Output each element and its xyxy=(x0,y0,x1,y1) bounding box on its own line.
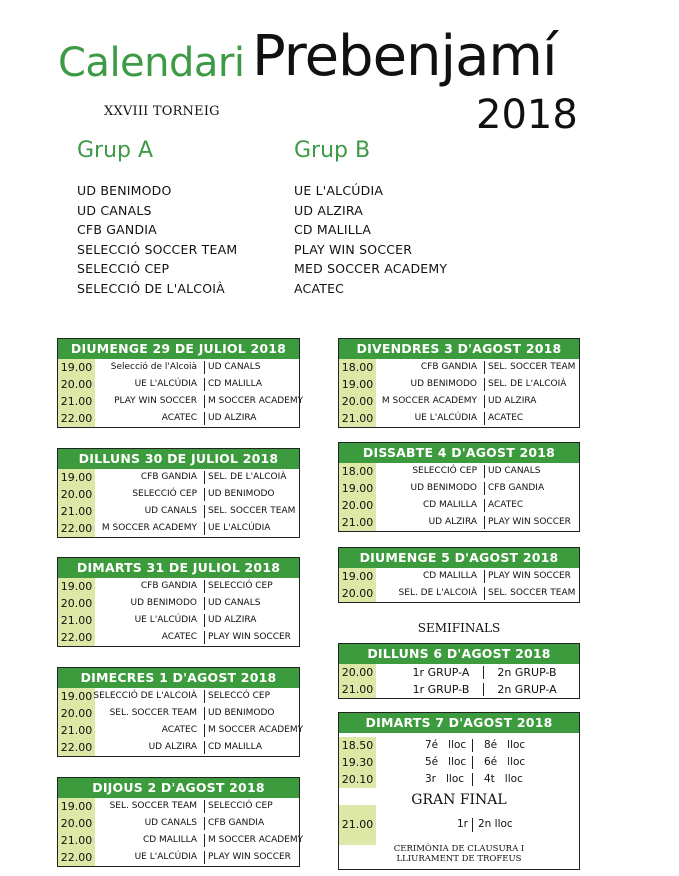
match-home: 1r GRUP-B xyxy=(412,683,470,696)
match-divider xyxy=(472,756,473,769)
match-row xyxy=(58,469,299,486)
match-home: SEL. DE L'ALCOIÀ xyxy=(398,588,477,598)
match-home: UE L'ALCÚDIA xyxy=(134,615,197,625)
day-box-29-jul xyxy=(57,338,304,428)
semifinal-row xyxy=(339,681,579,698)
match-time: 18.00 xyxy=(339,463,376,480)
match-away: UE L'ALCÚDIA xyxy=(208,523,271,533)
day-title: DIVENDRES 3 D'AGOST 2018 xyxy=(339,339,579,359)
match-row xyxy=(339,359,579,376)
match-away: 2n GRUP-B xyxy=(497,666,557,679)
match-away: ACATEC xyxy=(488,413,524,423)
match-divider xyxy=(204,817,205,830)
match-row xyxy=(58,705,299,722)
match-divider xyxy=(484,499,485,512)
group-a-teams xyxy=(77,181,237,298)
gran-final-row xyxy=(339,805,579,845)
match-row xyxy=(58,578,299,595)
match-row xyxy=(58,798,299,815)
match-time: 21.00 xyxy=(58,612,95,629)
match-time: 21.00 xyxy=(58,832,95,849)
match-divider xyxy=(204,505,205,518)
match-divider xyxy=(484,412,485,425)
day-title: DISSABTE 4 D'AGOST 2018 xyxy=(339,443,579,463)
match-home: ACATEC xyxy=(161,413,197,423)
match-away: SEL. DE L'ALCOIÀ xyxy=(208,472,287,482)
match-away: SELECCÓ CEP xyxy=(208,691,271,701)
match-divider xyxy=(204,707,205,720)
match-away: UD BENIMODO xyxy=(208,489,275,499)
match-home: UD BENIMODO xyxy=(410,379,477,389)
match-away: 2n GRUP-A xyxy=(497,683,557,696)
match-divider xyxy=(484,395,485,408)
placing-home: 5é lloc xyxy=(425,756,467,768)
day-box-3-ago xyxy=(338,338,580,428)
match-time: 19.00 xyxy=(58,688,95,705)
group-b-team: CD MALILLA xyxy=(294,222,372,237)
match-away: SEL. SOCCER TEAM xyxy=(488,362,576,372)
match-home: UD BENIMODO xyxy=(410,483,477,493)
match-time: 20.00 xyxy=(339,585,376,602)
match-home: UD CANALS xyxy=(144,818,197,828)
match-home: UD ALZIRA xyxy=(428,517,477,527)
group-b-team: MED SOCCER ACADEMY xyxy=(294,261,448,276)
match-away: PLAY WIN SOCCER xyxy=(208,632,291,642)
match-home: UE L'ALCÚDIA xyxy=(134,852,197,862)
match-row xyxy=(58,688,299,705)
ceremony-line-2: LLIURAMENT DE TROFEUS xyxy=(396,854,522,864)
group-b-team: PLAY WIN SOCCER xyxy=(294,241,413,257)
match-home: CD MALILLA xyxy=(422,571,477,581)
match-home: SELECCIÓ CEP xyxy=(132,489,197,499)
tournament-subtitle: XXVIII TORNEIG xyxy=(104,104,220,119)
day-box-5-ago xyxy=(338,547,580,603)
match-row xyxy=(58,629,299,646)
match-away: PLAY WIN SOCCER xyxy=(488,517,571,527)
match-home: CFB GANDIA xyxy=(420,362,477,372)
match-divider xyxy=(204,580,205,593)
match-home: ACATEC xyxy=(161,725,197,735)
match-away: UD ALZIRA xyxy=(488,396,537,406)
match-divider xyxy=(204,851,205,864)
match-away: SELECCIÓ CEP xyxy=(208,801,273,811)
group-a-team: UD BENIMODO xyxy=(77,183,172,198)
match-time: 20.00 xyxy=(339,393,376,410)
semifinals-date: DILLUNS 6 D'AGOST 2018 xyxy=(339,644,579,664)
match-row xyxy=(339,585,579,602)
match-away: SEL. SOCCER TEAM xyxy=(208,506,296,516)
match-away: PLAY WIN SOCCER xyxy=(208,852,291,862)
match-home: 1r GRUP-A xyxy=(412,666,470,679)
finals-date: DIMARTS 7 D'AGOST 2018 xyxy=(339,713,579,733)
match-row xyxy=(339,393,579,410)
match-home: Selecció de l'Alcoià xyxy=(110,362,197,372)
match-row xyxy=(58,376,299,393)
match-divider xyxy=(204,412,205,425)
match-row xyxy=(58,815,299,832)
match-time: 21.00 xyxy=(58,503,95,520)
match-row xyxy=(58,503,299,520)
match-time: 21.00 xyxy=(339,681,376,698)
group-b-team: ACATEC xyxy=(294,280,345,296)
match-divider xyxy=(484,482,485,495)
match-time: 19.00 xyxy=(339,568,376,585)
match-home: CFB GANDIA xyxy=(140,472,197,482)
match-time: 20.00 xyxy=(58,815,95,832)
group-a-title: Grup A xyxy=(77,138,154,163)
match-home: ACATEC xyxy=(161,632,197,642)
match-divider xyxy=(484,516,485,529)
match-time: 22.00 xyxy=(58,849,95,866)
placing-home: 3r lloc xyxy=(425,773,465,785)
match-time: 19.00 xyxy=(58,359,95,376)
group-a-team: UD CANALS xyxy=(77,202,152,218)
match-time: 18.00 xyxy=(339,359,376,376)
match-divider xyxy=(204,471,205,484)
match-away: M SOCCER ACADEMY xyxy=(208,725,304,735)
match-row xyxy=(58,520,299,537)
match-home: UE L'ALCÚDIA xyxy=(134,379,197,389)
match-row xyxy=(58,739,299,756)
match-home: SEL. SOCCER TEAM xyxy=(109,801,197,811)
day-box-4-ago xyxy=(338,442,580,532)
match-away: M SOCCER ACADEMY xyxy=(208,835,304,845)
placing-away: 6é lloc xyxy=(484,756,526,768)
semifinals-box xyxy=(338,643,580,699)
match-time: 22.00 xyxy=(58,739,95,756)
match-away: CFB GANDIA xyxy=(488,483,545,493)
match-time: 22.00 xyxy=(58,410,95,427)
match-row xyxy=(339,410,579,427)
group-b-team: UD ALZIRA xyxy=(294,202,364,218)
group-b-teams xyxy=(294,181,447,298)
match-divider xyxy=(484,587,485,600)
match-away: ACATEC xyxy=(488,500,524,510)
match-home: PLAY WIN SOCCER xyxy=(114,396,197,406)
match-time: 21.00 xyxy=(58,722,95,739)
day-title: DILLUNS 30 DE JULIOL 2018 xyxy=(58,449,299,469)
match-home: CD MALILLA xyxy=(422,500,477,510)
match-home: M SOCCER ACADEMY xyxy=(381,396,477,406)
match-divider xyxy=(483,683,484,696)
title-year: 2018 xyxy=(476,92,578,138)
match-divider xyxy=(204,800,205,813)
match-row xyxy=(58,722,304,739)
match-away: CFB GANDIA xyxy=(208,818,265,828)
placing-away: 4t lloc xyxy=(484,773,523,785)
match-time: 20.00 xyxy=(58,486,95,503)
match-away: UD ALZIRA xyxy=(208,615,257,625)
match-away: PLAY WIN SOCCER xyxy=(488,571,571,581)
day-title: DIJOUS 2 D'AGOST 2018 xyxy=(58,778,299,798)
match-divider xyxy=(204,395,205,408)
match-divider xyxy=(484,570,485,583)
day-title: DIMARTS 31 DE JULIOL 2018 xyxy=(58,558,299,578)
match-time: 21.00 xyxy=(339,805,376,845)
match-divider xyxy=(484,465,485,478)
match-row xyxy=(339,497,579,514)
match-away: UD CANALS xyxy=(208,598,261,608)
match-divider xyxy=(204,724,205,737)
match-away: SEL. SOCCER TEAM xyxy=(488,588,576,598)
match-divider xyxy=(204,834,205,847)
match-away: UD ALZIRA xyxy=(208,413,257,423)
match-away: M SOCCER ACADEMY xyxy=(208,396,304,406)
match-away: UD BENIMODO xyxy=(208,708,275,718)
finals-box xyxy=(338,712,580,870)
placing-home: 7é lloc xyxy=(425,739,467,751)
match-away: UD CANALS xyxy=(208,362,261,372)
semifinals-label: SEMIFINALS xyxy=(417,621,501,635)
match-time: 20.00 xyxy=(58,705,95,722)
day-box-1-ago xyxy=(57,667,304,757)
match-time: 21.00 xyxy=(339,514,376,531)
match-row xyxy=(58,832,304,849)
match-time: 20.10 xyxy=(339,771,376,788)
ceremony-line-1: CERIMÒNIA DE CLAUSURA I xyxy=(393,844,525,854)
match-row xyxy=(58,595,299,612)
placing-row xyxy=(339,771,579,788)
match-divider xyxy=(204,631,205,644)
day-box-31-jul xyxy=(57,557,300,647)
match-divider xyxy=(204,597,205,610)
match-home: CFB GANDIA xyxy=(140,581,197,591)
day-title: DIMECRES 1 D'AGOST 2018 xyxy=(58,668,299,688)
match-divider xyxy=(204,741,205,754)
match-time: 19.00 xyxy=(58,578,95,595)
match-home: SELECCIÓ DE L'ALCOIÀ xyxy=(93,691,197,701)
match-row xyxy=(58,486,299,503)
day-box-2-ago xyxy=(57,777,304,867)
match-time: 22.00 xyxy=(58,629,95,646)
match-time: 20.00 xyxy=(58,595,95,612)
match-divider xyxy=(204,488,205,501)
match-divider xyxy=(204,378,205,391)
match-home: UD ALZIRA xyxy=(148,742,197,752)
match-time: 20.00 xyxy=(339,664,376,681)
group-b-team: UE L'ALCÚDIA xyxy=(294,183,384,198)
day-title: DIUMENGE 5 D'AGOST 2018 xyxy=(339,548,579,568)
match-row xyxy=(58,410,299,427)
group-b-title: Grup B xyxy=(294,138,371,163)
match-away: SEL. DE L'ALCOIÀ xyxy=(488,379,567,389)
match-home: UE L'ALCÚDIA xyxy=(414,413,477,423)
match-home: UD CANALS xyxy=(144,506,197,516)
match-time: 22.00 xyxy=(58,520,95,537)
match-divider xyxy=(204,690,205,703)
title-prebenjami: Prebenjamí xyxy=(252,24,557,89)
match-row xyxy=(339,568,579,585)
match-divider xyxy=(204,361,205,374)
match-home: SEL. SOCCER TEAM xyxy=(109,708,197,718)
match-time: 20.00 xyxy=(58,376,95,393)
title-calendari: Calendari xyxy=(58,40,245,86)
day-box-30-jul xyxy=(57,448,300,538)
match-time: 21.00 xyxy=(58,393,95,410)
match-divider xyxy=(204,522,205,535)
group-a-team: CFB GANDIA xyxy=(77,222,157,237)
match-divider xyxy=(472,773,473,786)
gran-final-home: 1r xyxy=(457,818,468,830)
match-row xyxy=(339,463,579,480)
match-away: CD MALILLA xyxy=(208,379,263,389)
match-away: SELECCIÓ CEP xyxy=(208,581,273,591)
match-away: CD MALILLA xyxy=(208,742,263,752)
gran-final-label: GRAN FINAL xyxy=(411,792,507,808)
group-a-team: SELECCIÓ SOCCER TEAM xyxy=(77,241,238,257)
match-time: 19.00 xyxy=(339,376,376,393)
match-home: SELECCIÓ CEP xyxy=(412,466,477,476)
match-row xyxy=(58,393,304,410)
match-divider xyxy=(483,666,484,679)
match-time: 19.00 xyxy=(58,798,95,815)
match-divider xyxy=(484,378,485,391)
placing-row xyxy=(339,737,579,754)
semifinal-row xyxy=(339,664,579,681)
match-divider xyxy=(472,739,473,752)
match-divider xyxy=(472,818,473,832)
match-row xyxy=(58,612,299,629)
match-row xyxy=(58,849,299,866)
match-time: 19.30 xyxy=(339,754,376,771)
match-divider xyxy=(204,614,205,627)
match-row xyxy=(58,359,299,376)
match-row xyxy=(339,480,579,497)
match-row xyxy=(339,376,579,393)
match-home: CD MALILLA xyxy=(142,835,197,845)
placing-row xyxy=(339,754,579,771)
match-time: 20.00 xyxy=(339,497,376,514)
match-time: 18.50 xyxy=(339,737,376,754)
match-divider xyxy=(484,361,485,374)
day-title: DIUMENGE 29 DE JULIOL 2018 xyxy=(58,339,299,359)
match-row xyxy=(339,514,579,531)
match-time: 19.00 xyxy=(339,480,376,497)
match-away: UD CANALS xyxy=(488,466,541,476)
group-a-team: SELECCIÓ CEP xyxy=(77,261,170,276)
gran-final-away: 2n lloc xyxy=(478,818,513,830)
match-time: 19.00 xyxy=(58,469,95,486)
placing-away: 8é lloc xyxy=(484,739,526,751)
match-home: M SOCCER ACADEMY xyxy=(101,523,197,533)
group-a-team: SELECCIÓ DE L'ALCOIÀ xyxy=(77,280,225,296)
match-time: 21.00 xyxy=(339,410,376,427)
match-home: UD BENIMODO xyxy=(130,598,197,608)
